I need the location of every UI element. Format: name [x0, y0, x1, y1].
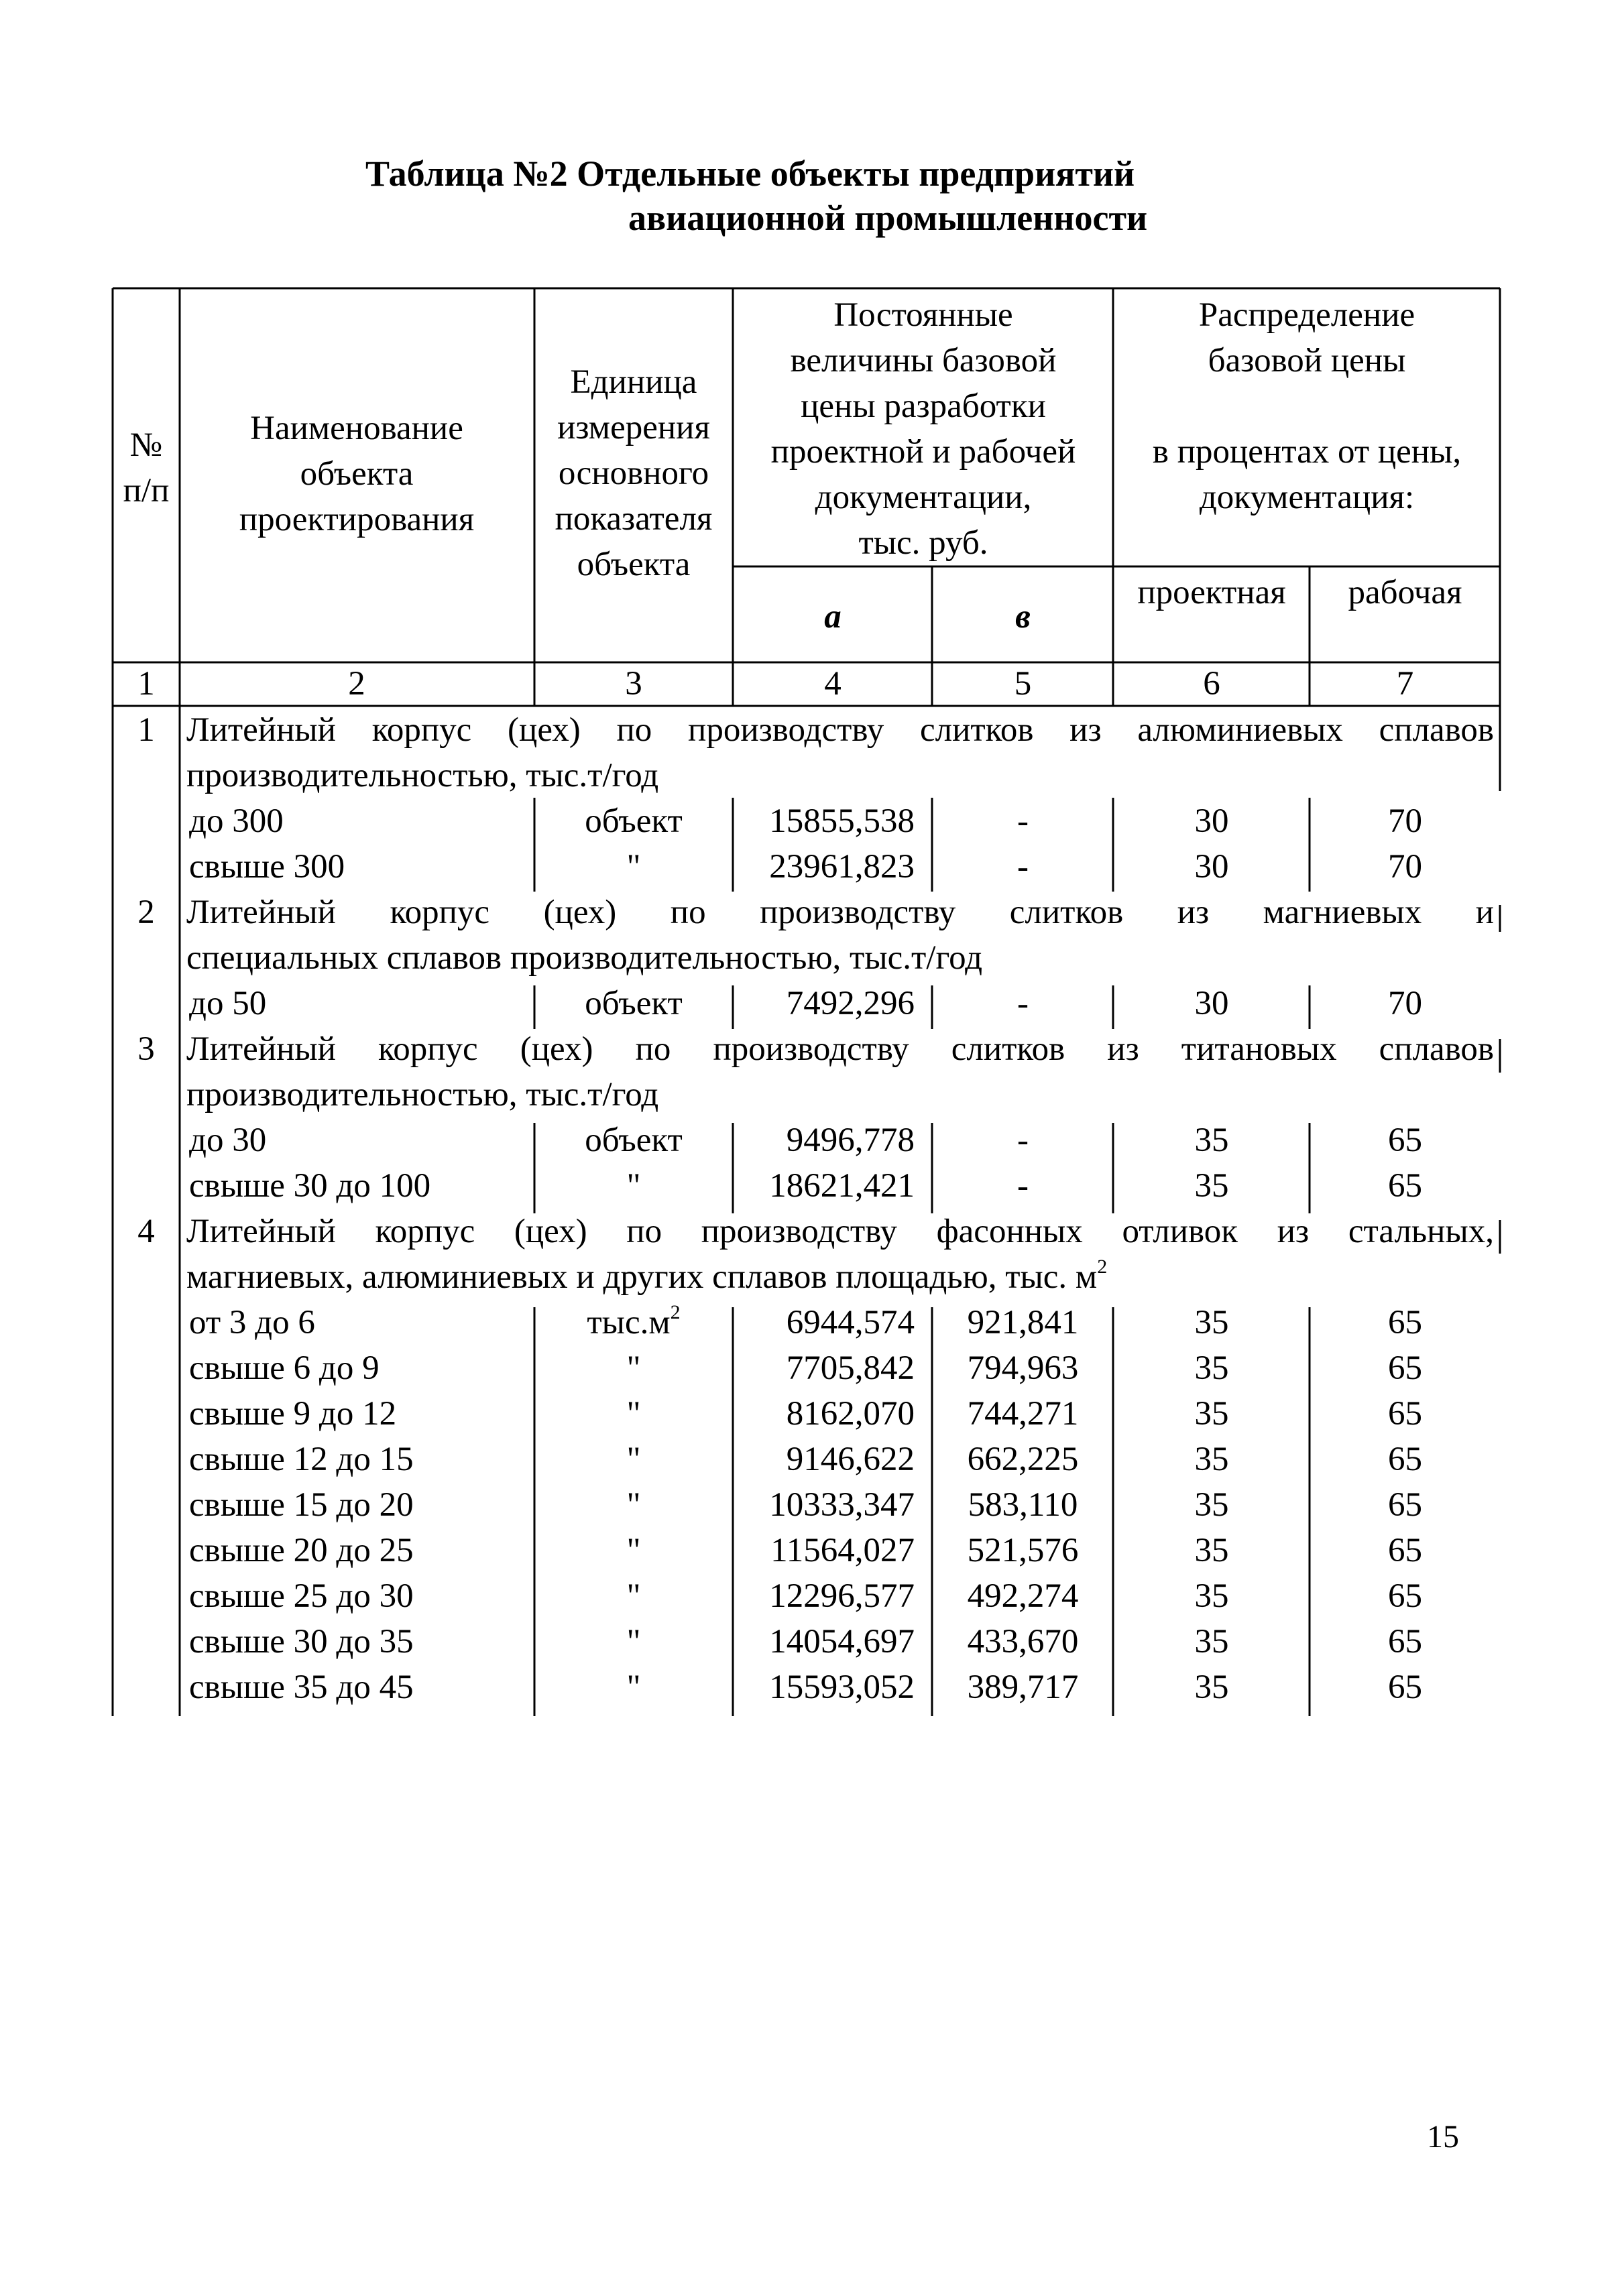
- row-pct-project-text: 35: [1194, 1167, 1229, 1205]
- row-value-b-text: 794,963: [967, 1349, 1079, 1387]
- row-value-a-text: 9496,778: [786, 1122, 915, 1159]
- row-value-b: [934, 1437, 1112, 1482]
- row-pct-project: [1115, 1391, 1308, 1437]
- section-number: [115, 707, 177, 753]
- section-number-text: 1: [137, 711, 155, 749]
- header-col3-line4: показателя: [555, 500, 713, 538]
- row-value-a: [735, 1437, 915, 1482]
- row-value-b: [934, 844, 1112, 890]
- row-value-a-text: 10333,347: [769, 1486, 915, 1524]
- row-name-text: свыше 30 до 100: [189, 1167, 431, 1205]
- row-pct-project-text: 35: [1194, 1395, 1229, 1433]
- row-unit: [536, 981, 731, 1026]
- section-title-line: [186, 1072, 1494, 1117]
- row-unit: [536, 1528, 731, 1573]
- row-value-b: [934, 1482, 1112, 1528]
- row-value-a: [735, 1163, 915, 1209]
- row-pct-work-text: 65: [1388, 1486, 1422, 1524]
- row-pct-work-text: 65: [1388, 1304, 1422, 1341]
- header-col67-line1: Распределение: [1198, 296, 1415, 334]
- row-unit: [536, 1391, 731, 1437]
- row-pct-project: [1115, 981, 1308, 1026]
- row-value-b: [934, 1528, 1112, 1573]
- header-col67-line3: в процентах от цены,: [1152, 433, 1462, 471]
- colnum-1: 1: [137, 665, 155, 703]
- row-value-b-text: -: [1017, 985, 1029, 1022]
- row-value-b: [934, 1619, 1112, 1665]
- colnum-4: 4: [824, 665, 842, 703]
- row-pct-project-text: 35: [1194, 1669, 1229, 1706]
- header-col45-line3: цены разработки: [801, 387, 1046, 425]
- row-pct-work: [1312, 1482, 1499, 1528]
- header-col2-line1: Наименование: [250, 410, 463, 447]
- header-col45-line5: документации,: [815, 479, 1032, 516]
- row-unit: [536, 1482, 731, 1528]
- row-name-text: до 50: [189, 985, 267, 1022]
- colnum-6: 6: [1203, 665, 1220, 703]
- header-col45-line4: проектной и рабочей: [770, 433, 1076, 471]
- row-pct-project-text: 35: [1194, 1349, 1229, 1387]
- header-col6-sub: проектная: [1137, 574, 1286, 611]
- table-title-line2: авиационной промышленности: [628, 198, 1148, 238]
- header-col67-line2: базовой цены: [1208, 342, 1406, 379]
- row-value-a-text: 15593,052: [769, 1669, 915, 1706]
- row-value-b-text: 389,717: [967, 1669, 1079, 1706]
- row-unit: [536, 798, 731, 844]
- row-pct-project: [1115, 1345, 1308, 1391]
- row-value-a-text: 15855,538: [769, 802, 915, 840]
- row-value-b: [934, 1665, 1112, 1710]
- section-number-text: 2: [137, 894, 155, 931]
- section-title-line: [186, 935, 1494, 981]
- row-name: [189, 981, 531, 1026]
- section-title-line-text: производительностью, тыс.т/год: [186, 1076, 659, 1113]
- row-pct-work-text: 65: [1388, 1441, 1422, 1478]
- row-value-a: [735, 1345, 915, 1391]
- row-value-a-text: 7705,842: [786, 1349, 915, 1387]
- section-title-line: [186, 707, 1494, 753]
- row-pct-project-text: 35: [1194, 1532, 1229, 1569]
- row-value-a: [735, 1300, 915, 1345]
- page-number: 15: [1427, 2119, 1459, 2155]
- header-col7-sub: рабочая: [1348, 574, 1462, 611]
- row-value-b-text: 521,576: [967, 1532, 1079, 1569]
- section-number: [115, 890, 177, 935]
- row-pct-work: [1312, 798, 1499, 844]
- row-value-b: [934, 1163, 1112, 1209]
- row-pct-work: [1312, 1117, 1499, 1163]
- row-pct-project-text: 30: [1194, 802, 1229, 840]
- row-pct-project: [1115, 798, 1308, 844]
- row-unit-text: ": [626, 1349, 641, 1387]
- header-col2-line3: проектирования: [239, 501, 475, 538]
- row-unit-text: объект: [585, 985, 683, 1022]
- row-pct-work-text: 70: [1388, 802, 1422, 840]
- row-unit-text: ": [626, 1486, 641, 1524]
- header-col1-line1: №: [129, 426, 163, 464]
- row-pct-work: [1312, 1391, 1499, 1437]
- row-pct-work: [1312, 844, 1499, 890]
- row-pct-work-text: 70: [1388, 848, 1422, 886]
- row-pct-project-text: 35: [1194, 1441, 1229, 1478]
- section-title-line-text: специальных сплавов производительностью, тыс.т/год: [186, 939, 983, 977]
- row-pct-project-text: 30: [1194, 848, 1229, 886]
- row-pct-work-text: 65: [1388, 1577, 1422, 1615]
- row-value-a-text: 11564,027: [770, 1532, 915, 1569]
- row-pct-work-text: 65: [1388, 1349, 1422, 1387]
- row-name: [189, 1482, 531, 1528]
- row-value-a-text: 7492,296: [786, 985, 915, 1022]
- header-col67-top: [1115, 292, 1499, 383]
- row-value-b: [934, 798, 1112, 844]
- row-value-a-text: 12296,577: [769, 1577, 915, 1615]
- header-col67-mid: [1115, 429, 1499, 520]
- row-pct-project-text: 35: [1194, 1486, 1229, 1524]
- row-unit-text: ": [626, 1395, 641, 1433]
- row-unit-text: объект: [585, 1122, 683, 1159]
- row-name: [189, 1665, 531, 1710]
- row-pct-project: [1115, 1619, 1308, 1665]
- header-col3: [536, 359, 731, 587]
- row-name: [189, 844, 531, 890]
- row-name-text: свыше 25 до 30: [189, 1577, 414, 1615]
- row-pct-project: [1115, 1528, 1308, 1573]
- row-unit-sup: 2: [670, 1301, 681, 1323]
- row-name-text: свыше 300: [189, 848, 345, 886]
- row-value-b-text: 662,225: [967, 1441, 1079, 1478]
- row-name: [189, 1528, 531, 1573]
- row-pct-project-text: 35: [1194, 1623, 1229, 1660]
- section-number: [115, 1209, 177, 1254]
- row-name-text: свыше 15 до 20: [189, 1486, 414, 1524]
- row-name-text: свыше 9 до 12: [189, 1395, 397, 1433]
- row-value-a: [735, 1619, 915, 1665]
- row-pct-work-text: 70: [1388, 985, 1422, 1022]
- header-col45-line1: Постоянные: [833, 296, 1013, 334]
- header-col3-line5: объекта: [577, 546, 691, 583]
- section-title-line: [186, 890, 1494, 935]
- section-title-line-text: Литейный корпус (цех) по производству слитков из магниевых и: [186, 894, 1494, 931]
- row-unit: [536, 1619, 731, 1665]
- row-name: [189, 1391, 531, 1437]
- row-unit: [536, 1117, 731, 1163]
- row-value-a-text: 9146,622: [786, 1441, 915, 1478]
- row-pct-project: [1115, 1300, 1308, 1345]
- row-pct-project-text: 35: [1194, 1577, 1229, 1615]
- header-col3-line1: Единица: [570, 363, 697, 401]
- row-pct-work-text: 65: [1388, 1122, 1422, 1159]
- header-col4-sub: а: [824, 598, 842, 636]
- row-unit-text: ": [626, 1441, 641, 1478]
- row-name: [189, 1163, 531, 1209]
- header-col45-line6: тыс. руб.: [858, 524, 988, 562]
- row-unit-text: объект: [585, 802, 683, 840]
- row-pct-work: [1312, 981, 1499, 1026]
- row-unit-text: ": [626, 848, 641, 886]
- row-name-text: свыше 20 до 25: [189, 1532, 414, 1569]
- row-value-a-text: 23961,823: [769, 848, 915, 886]
- row-value-b: [934, 1345, 1112, 1391]
- header-col45: [735, 292, 1112, 566]
- row-value-b: [934, 1300, 1112, 1345]
- row-unit-text: тыс.м: [587, 1304, 671, 1341]
- row-value-b-text: -: [1017, 1167, 1029, 1205]
- row-value-b-text: 492,274: [967, 1577, 1079, 1615]
- row-name: [189, 1573, 531, 1619]
- row-pct-project-text: 35: [1194, 1122, 1229, 1159]
- section-number: [115, 1026, 177, 1072]
- row-pct-project: [1115, 844, 1308, 890]
- row-pct-work-text: 65: [1388, 1167, 1422, 1205]
- colnum-7: 7: [1396, 665, 1414, 703]
- row-value-a: [735, 1573, 915, 1619]
- header-col45-line2: величины базовой: [790, 342, 1057, 379]
- header-col3-line2: измерения: [557, 409, 710, 446]
- row-pct-work-text: 65: [1388, 1395, 1422, 1433]
- row-pct-work: [1312, 1665, 1499, 1710]
- colnum-2: 2: [348, 665, 365, 703]
- row-name: [189, 1117, 531, 1163]
- row-unit: [536, 844, 731, 890]
- row-name-text: свыше 6 до 9: [189, 1349, 380, 1387]
- row-name-text: свыше 30 до 35: [189, 1623, 414, 1660]
- row-name-text: до 30: [189, 1122, 267, 1159]
- row-value-a: [735, 844, 915, 890]
- row-pct-work: [1312, 1573, 1499, 1619]
- row-pct-work-text: 65: [1388, 1623, 1422, 1660]
- section-title-line: [186, 1254, 1494, 1300]
- row-pct-work: [1312, 1619, 1499, 1665]
- row-name: [189, 1300, 531, 1345]
- row-value-b-text: -: [1017, 1122, 1029, 1159]
- row-value-a-text: 8162,070: [786, 1395, 915, 1433]
- row-pct-work: [1312, 1345, 1499, 1391]
- row-pct-project: [1115, 1437, 1308, 1482]
- section-number-text: 4: [137, 1213, 155, 1250]
- row-value-b: [934, 981, 1112, 1026]
- row-value-a: [735, 1391, 915, 1437]
- row-name-text: свыше 35 до 45: [189, 1669, 414, 1706]
- row-pct-work: [1312, 1437, 1499, 1482]
- section-title-line: [186, 1209, 1494, 1254]
- row-unit-text: ": [626, 1623, 641, 1660]
- header-col2: [182, 406, 531, 542]
- row-value-a: [735, 798, 915, 844]
- row-value-a: [735, 981, 915, 1026]
- row-pct-project: [1115, 1665, 1308, 1710]
- row-value-a: [735, 1482, 915, 1528]
- row-pct-work: [1312, 1300, 1499, 1345]
- colnum-5: 5: [1014, 665, 1032, 703]
- section-title-line-text: Литейный корпус (цех) по производству слитков из алюминиевых сплавов: [186, 711, 1494, 749]
- row-unit: [536, 1573, 731, 1619]
- row-value-a-text: 18621,421: [769, 1167, 915, 1205]
- row-pct-project: [1115, 1573, 1308, 1619]
- header-col3-line3: основного: [558, 455, 709, 492]
- row-pct-project: [1115, 1482, 1308, 1528]
- row-name-text: свыше 12 до 15: [189, 1441, 414, 1478]
- section-title-line: [186, 1026, 1494, 1072]
- row-unit: [536, 1665, 731, 1710]
- row-value-b-text: 433,670: [967, 1623, 1079, 1660]
- section-title-sup: 2: [1097, 1256, 1108, 1278]
- row-value-b-text: 921,841: [967, 1304, 1079, 1341]
- header-col1-line2: п/п: [123, 472, 170, 509]
- section-title-line: [186, 753, 1494, 798]
- section-title-line-text: магниевых, алюминиевых и других сплавов площадью, тыс. м: [186, 1258, 1098, 1296]
- section-title-line-text: производительностью, тыс.т/год: [186, 757, 659, 794]
- row-value-b: [934, 1117, 1112, 1163]
- row-pct-project-text: 35: [1194, 1304, 1229, 1341]
- row-pct-project-text: 30: [1194, 985, 1229, 1022]
- row-value-a: [735, 1665, 915, 1710]
- header-col2-line2: объекта: [300, 455, 414, 493]
- row-name: [189, 1619, 531, 1665]
- row-value-a: [735, 1117, 915, 1163]
- section-number-text: 3: [137, 1030, 155, 1068]
- row-unit: [536, 1437, 731, 1482]
- row-unit-text: ": [626, 1167, 641, 1205]
- table-title-line1: Таблица №2 Отдельные объекты предприятий: [365, 154, 1135, 194]
- row-unit: [536, 1300, 731, 1345]
- row-pct-work-text: 65: [1388, 1532, 1422, 1569]
- row-unit-text: ": [626, 1669, 641, 1706]
- row-unit-text: ": [626, 1577, 641, 1615]
- row-unit: [536, 1163, 731, 1209]
- row-pct-project: [1115, 1163, 1308, 1209]
- row-name: [189, 1345, 531, 1391]
- row-value-b-text: -: [1017, 848, 1029, 886]
- row-name-text: до 300: [189, 802, 284, 840]
- header-col67-line4: документация:: [1199, 479, 1415, 516]
- row-unit: [536, 1345, 731, 1391]
- row-name-text: от 3 до 6: [189, 1304, 315, 1341]
- header-col5-sub: в: [1015, 598, 1031, 636]
- header-col1: [115, 422, 177, 513]
- row-value-b-text: 744,271: [967, 1395, 1079, 1433]
- row-value-a-text: 14054,697: [769, 1623, 915, 1660]
- row-name: [189, 798, 531, 844]
- row-value-a-text: 6944,574: [786, 1304, 915, 1341]
- row-value-b-text: 583,110: [968, 1486, 1078, 1524]
- section-title-line-text: Литейный корпус (цех) по производству фасонных отливок из стальных,: [186, 1213, 1494, 1250]
- row-value-a: [735, 1528, 915, 1573]
- row-value-b: [934, 1573, 1112, 1619]
- row-value-b-text: -: [1017, 802, 1029, 840]
- colnum-3: 3: [625, 665, 642, 703]
- row-unit-text: ": [626, 1532, 641, 1569]
- row-pct-work-text: 65: [1388, 1669, 1422, 1706]
- row-pct-work: [1312, 1528, 1499, 1573]
- section-title-line-text: Литейный корпус (цех) по производству слитков из титановых сплавов: [186, 1030, 1494, 1068]
- row-name: [189, 1437, 531, 1482]
- row-pct-project: [1115, 1117, 1308, 1163]
- row-pct-work: [1312, 1163, 1499, 1209]
- row-value-b: [934, 1391, 1112, 1437]
